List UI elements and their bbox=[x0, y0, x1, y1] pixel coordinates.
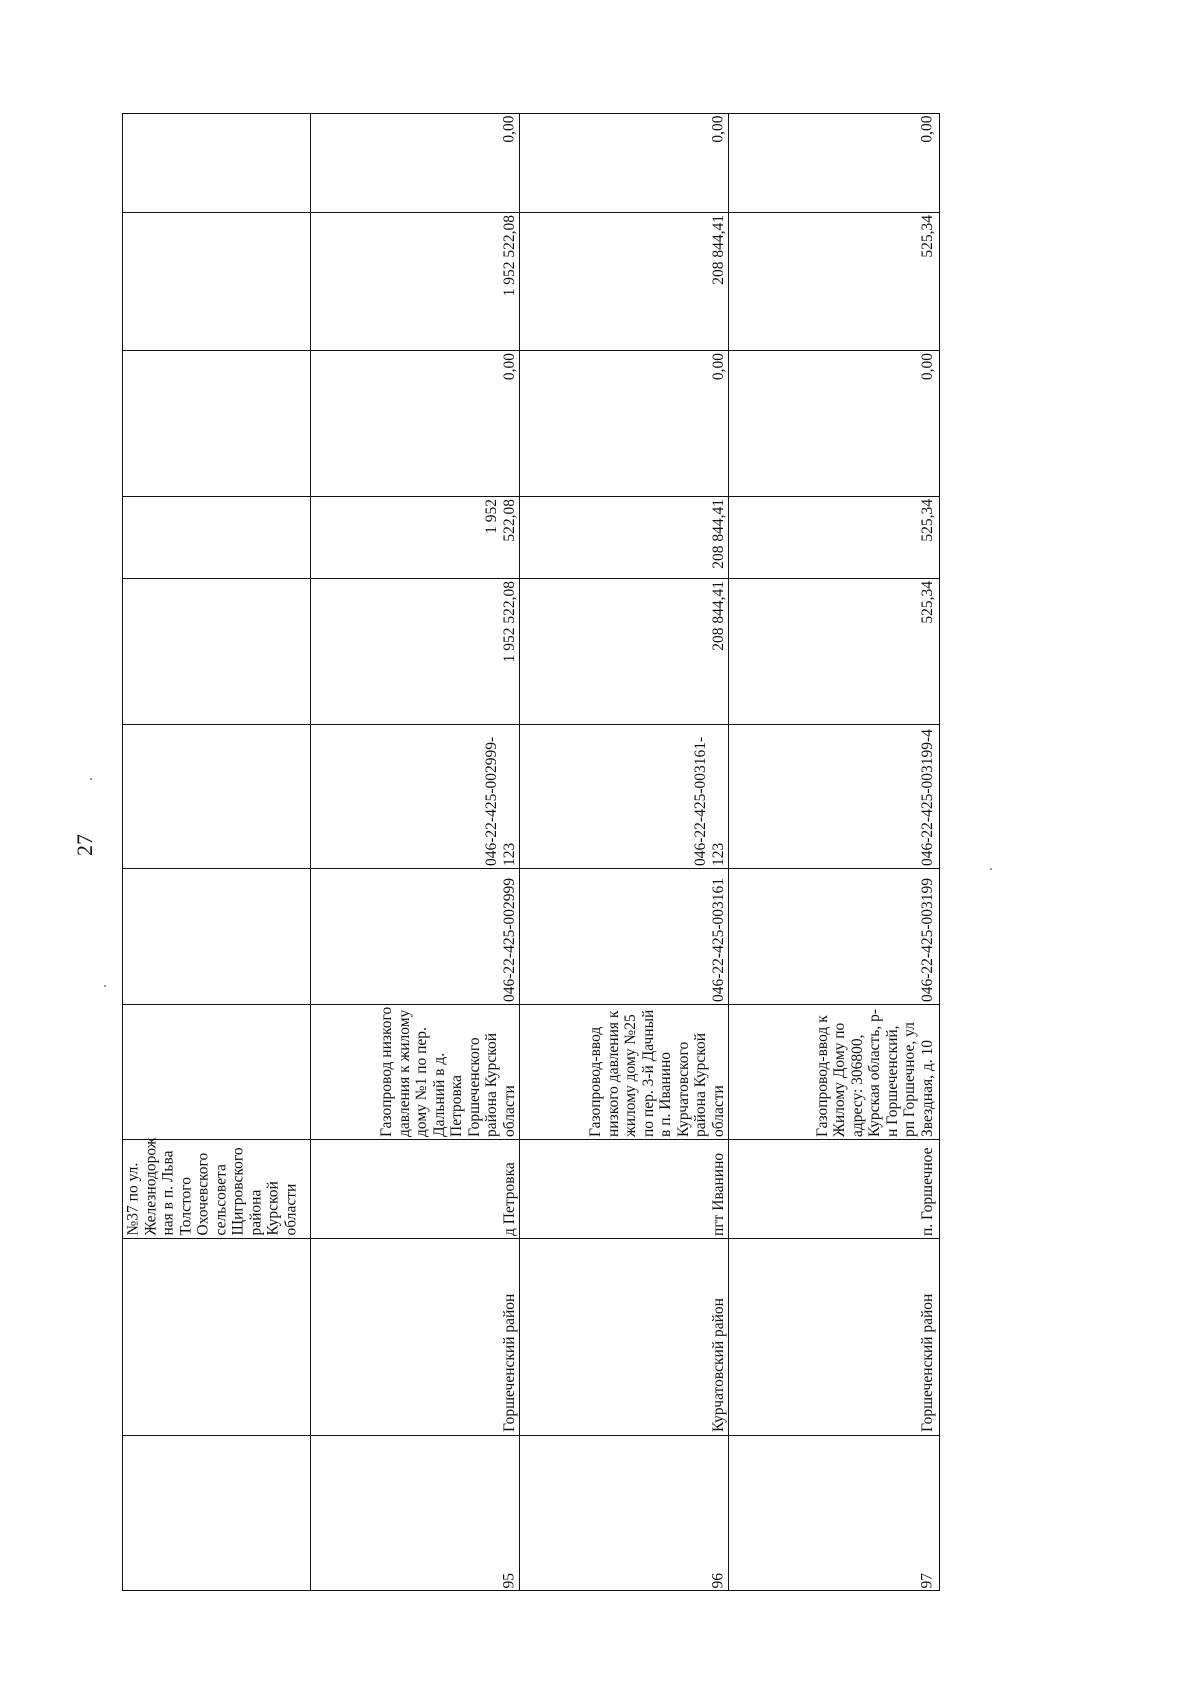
row-2-v4-cell bbox=[522, 213, 727, 350]
row-1-settlement-cell bbox=[313, 1139, 518, 1238]
row-3-settlement-cell bbox=[731, 1139, 936, 1238]
row-2-v2: 208 844,41 bbox=[709, 498, 726, 569]
row-1-cadastral-cell bbox=[313, 869, 518, 1004]
row-3-registration: 046-22-425-003199-4 bbox=[918, 728, 935, 866]
row-2-v4: 208 844,41 bbox=[709, 214, 726, 285]
row-2-district-cell bbox=[522, 1239, 727, 1434]
row-3-v5-cell bbox=[731, 113, 936, 211]
row-1-v2: 1 952 522,08 bbox=[482, 498, 517, 542]
row-1-v5-cell bbox=[313, 113, 518, 211]
row-3-v1: 525,34 bbox=[918, 580, 935, 624]
row-1-v4: 1 952 522,08 bbox=[500, 214, 517, 296]
row-2-registration-cell bbox=[522, 725, 727, 868]
row-1-district: Горшеченский район bbox=[500, 1293, 517, 1432]
row-3-name-cell bbox=[731, 1004, 936, 1139]
row-3-v3-cell bbox=[731, 351, 936, 496]
page-number: 27 bbox=[72, 834, 97, 856]
row-3-district: Горшеченский район bbox=[918, 1293, 935, 1432]
row-2-settlement-cell bbox=[522, 1139, 727, 1238]
row-1-cadastral: 046-22-425-002999 bbox=[500, 877, 517, 1002]
row-divider bbox=[519, 113, 520, 1591]
row-1-number: 95 bbox=[500, 1572, 517, 1588]
row-2-v5-cell bbox=[522, 113, 727, 211]
scan-speck bbox=[104, 985, 106, 987]
row-1-v3-cell bbox=[313, 351, 518, 496]
row-3-district-cell bbox=[731, 1239, 936, 1434]
row-1-district-cell bbox=[313, 1239, 518, 1434]
row-2-registration: 046-22-425-003161-123 bbox=[691, 736, 726, 866]
row-3-registration-cell bbox=[731, 725, 936, 868]
row-3-settlement: п. Горшечное bbox=[918, 1147, 935, 1236]
row-2-district: Курчатовский район bbox=[709, 1297, 726, 1432]
row-2-cadastral: 046-22-425-003161 bbox=[709, 877, 726, 1002]
row-3-v1-cell bbox=[731, 579, 936, 724]
row-1-settlement: д Петровка bbox=[500, 1161, 517, 1236]
row-1-v3: 0,00 bbox=[500, 352, 517, 380]
row-1-v2-cell bbox=[313, 497, 518, 578]
row-1-registration-cell bbox=[313, 725, 518, 868]
row-divider bbox=[728, 113, 729, 1591]
row-2-v3-cell bbox=[522, 351, 727, 496]
row-0-name: №37 по ул. Железнодорож ная в п. Льва Толстого Охочевского сельсовета Щигровского района Курской области bbox=[124, 1137, 299, 1236]
row-1-registration: 046-22-425-002999-123 bbox=[482, 736, 517, 866]
row-1-name-cell bbox=[313, 1004, 518, 1139]
row-2-number-cell bbox=[522, 1436, 727, 1590]
row-2-v3: 0,00 bbox=[709, 352, 726, 380]
scan-speck bbox=[90, 778, 92, 780]
row-2-number: 96 bbox=[709, 1572, 726, 1588]
row-3-v3: 0,00 bbox=[918, 352, 935, 380]
row-3-cadastral: 046-22-425-003199 bbox=[918, 877, 935, 1002]
scan-speck bbox=[990, 868, 992, 870]
row-3-v4-cell bbox=[731, 213, 936, 350]
row-1-v1-cell bbox=[313, 579, 518, 724]
row-0-name-cell bbox=[124, 1139, 308, 1238]
row-divider bbox=[310, 113, 311, 1591]
row-3-name: Газопровод-ввод к Жилому Дому по адресу: 306800, Курская область, р-н Горшеченский, рп Горшечное, ул Звездная, д. 10 bbox=[813, 1008, 935, 1137]
row-2-v1: 208 844,41 bbox=[709, 580, 726, 651]
row-2-settlement: пгт Иванино bbox=[709, 1152, 726, 1236]
row-2-name: Газопровод-ввод низкого давления к жилому дому №25 по пер. 3-й Дачный в п. Иванино Курчатовского района Курской области bbox=[586, 1009, 726, 1137]
row-2-v2-cell bbox=[522, 497, 727, 578]
row-3-v4: 525,34 bbox=[918, 214, 935, 258]
row-1-v4-cell bbox=[313, 213, 518, 350]
row-3-number-cell bbox=[731, 1436, 936, 1590]
row-2-v5: 0,00 bbox=[709, 115, 726, 143]
row-3-cadastral-cell bbox=[731, 869, 936, 1004]
row-3-v2-cell bbox=[731, 497, 936, 578]
row-2-cadastral-cell bbox=[522, 869, 727, 1004]
row-3-v2: 525,34 bbox=[918, 498, 935, 542]
row-3-number: 97 bbox=[918, 1572, 935, 1588]
row-3-v5: 0,00 bbox=[918, 115, 935, 143]
row-1-number-cell bbox=[313, 1436, 518, 1590]
row-1-v1: 1 952 522,08 bbox=[500, 580, 517, 662]
row-1-v5: 0,00 bbox=[500, 115, 517, 143]
row-2-v1-cell bbox=[522, 579, 727, 724]
row-1-name: Газопровод низкого давления к жилому дому №1 по пер. Дальний в д. Петровка Горшеченского района Курской области bbox=[377, 1006, 517, 1137]
row-2-name-cell bbox=[522, 1004, 727, 1139]
